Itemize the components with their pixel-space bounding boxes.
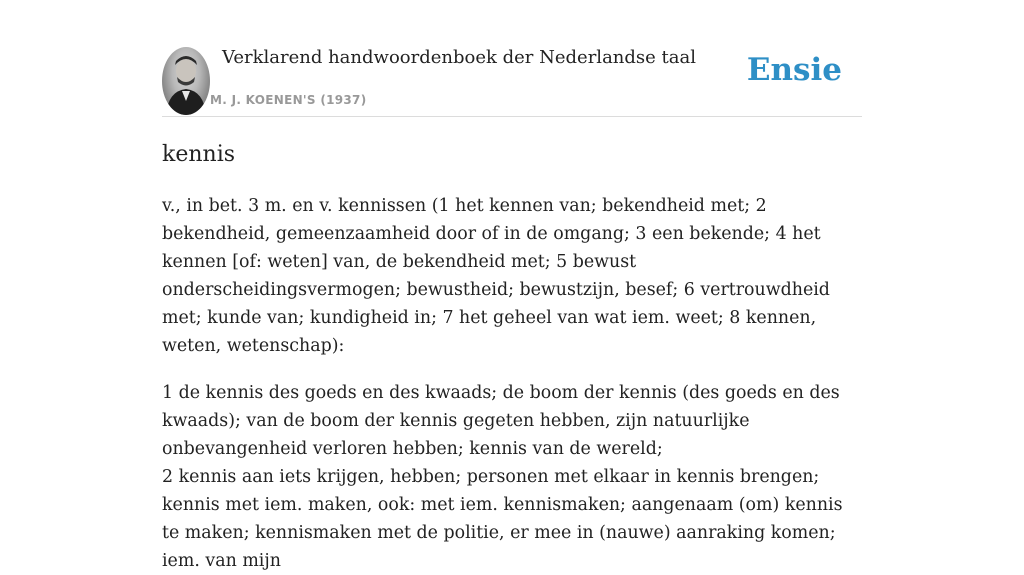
book-author: M. J. KOENEN'S (1937) <box>210 93 367 107</box>
page <box>162 0 862 571</box>
book-title: Verklarend handwoordenboek der Nederlandse taal <box>222 47 696 68</box>
example-2: 2 kennis aan iets krijgen, hebben; personen met elkaar in kennis brengen; kennis met iem. maken, ook: met iem. kennismaken; aangenaam (om) kennis te maken; kennismaken met de politie, er mee in (nauwe) aanraking komen; iem. van mijn <box>162 467 843 571</box>
header <box>162 0 862 117</box>
author-portrait-icon <box>162 47 210 115</box>
brand-logo-link[interactable]: Ensie <box>746 52 842 88</box>
entry-word: kennis <box>162 142 236 167</box>
example-1: 1 de kennis des goeds en des kwaads; de boom der kennis (des goeds en des kwaads); van de boom der kennis gegeten hebben, zijn natuurlijke onbevangenheid verloren hebben; kennis van de wereld; <box>162 383 840 459</box>
definition-examples <box>162 379 862 575</box>
definition-body <box>162 192 862 575</box>
definition-text: v., in bet. 3 m. en v. kennissen (1 het kennen van; bekendheid met; 2 bekendheid, gemeenzaamheid door of in de omgang; 3 een bekende; 4 het kennen [of: weten] van, de bekendheid met; 5 bewust onderscheidingsvermogen; bewustheid; bewustzijn, besef; 6 vertrouwdheid met; kunde van; kundigheid in; 7 het geheel van wat iem. weet; 8 kennen, weten, wetenschap): <box>162 196 830 356</box>
